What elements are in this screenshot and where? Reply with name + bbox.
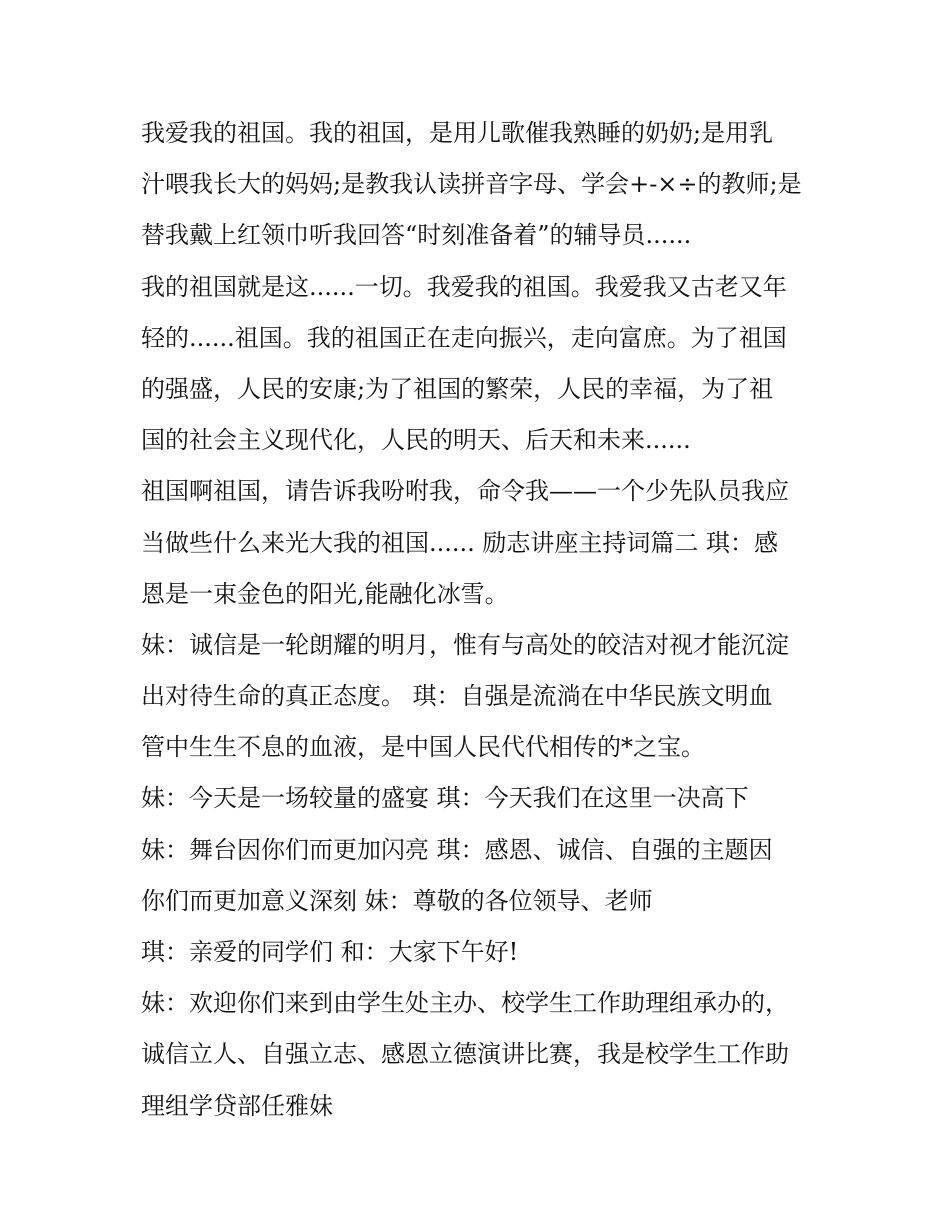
text-line: 我爱我的祖国。我的祖国，是用儿歌催我熟睡的奶奶;是用乳 [141, 119, 774, 147]
text-line: 汁喂我长大的妈妈;是教我认读拼音字母、学会+-×÷的教师;是 [141, 170, 802, 199]
text-line: 替我戴上红领巾听我回答“时刻准备着”的辅导员...... [141, 221, 692, 250]
text-line: 恩是一束金色的阳光,能融化冰雪。 [141, 579, 509, 608]
text-line: 琪：亲爱的同学们 和：大家下午好! [141, 938, 519, 966]
text-line: 妹：舞台因你们而更加闪亮 琪：感恩、诚信、自强的主题因 [141, 835, 773, 864]
text-line: 轻的......祖国。我的祖国正在走向振兴，走向富庶。为了祖国 [141, 323, 787, 352]
text-line: 的强盛，人民的安康;为了祖国的繁荣，人民的幸福，为了祖 [141, 374, 774, 403]
document-body [141, 108, 821, 1132]
text-line: 诚信立人、自强立志、感恩立德演讲比赛，我是校学生工作助 [141, 1040, 789, 1069]
text-line: 你们而更加意义深刻 妹：尊敬的各位领导、老师 [141, 886, 653, 915]
text-line: 我的祖国就是这......一切。我爱我的祖国。我爱我又古老又年 [141, 272, 787, 301]
text-line: 祖国啊祖国，请告诉我吩咐我，命令我——一个少先队员我应 [141, 477, 789, 506]
text-line: 妹：欢迎你们来到由学生处主办、校学生工作助理组承办的， [141, 989, 789, 1018]
text-line: 出对待生命的真正态度。 琪：自强是流淌在中华民族文明血 [141, 682, 773, 711]
text-line: 国的社会主义现代化，人民的明天、后天和未来...... [141, 426, 691, 455]
text-line: 当做些什么来光大我的祖国...... 励志讲座主持词篇二 琪：感 [141, 528, 779, 557]
text-line: 妹：今天是一场较量的盛宴 琪：今天我们在这里一决高下 [141, 784, 749, 813]
text-line: 管中生生不息的血液，是中国人民代代相传的*之宝。 [141, 733, 705, 762]
text-line: 理组学贷部任雅妹 [141, 1091, 333, 1120]
text-line: 妹：诚信是一轮朗耀的明月，惟有与高处的皎洁对视才能沉淀 [141, 630, 789, 659]
